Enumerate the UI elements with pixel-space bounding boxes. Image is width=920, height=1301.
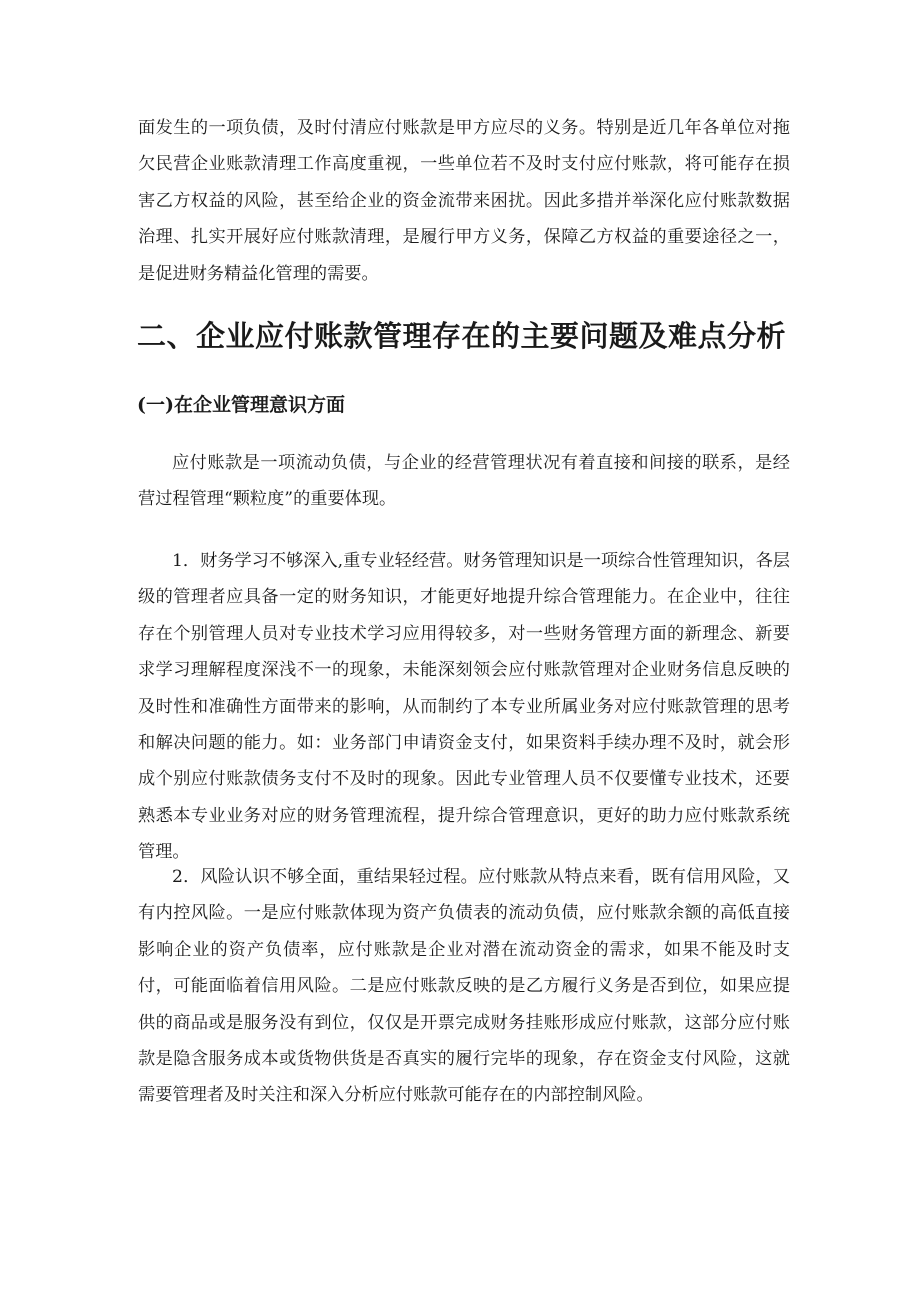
item-two-paragraph: 2．风险认识不够全面，重结果轻过程。应付账款从特点来看，既有信用风险，又有内控风险。一是应付账款体现为资产负债表的流动负债，应付账款余额的高低直接影响企业的资产负债率，应付账款是企业对潜在流动资金的需求，如果不能及时支付，可能面临着信用风险。二是应付账款反映的是乙方履行义务是否到位，如果应提供的商品或是服务没有到位，仅仅是开票完成财务挂账形成应付账款，这部分应付账款是隐含服务成本或货物供货是否真实的履行完毕的现象，存在资金支付风险，这就需要管理者及时关注和深入分析应付账款可能存在的内部控制风险。 bbox=[138, 867, 790, 1106]
subsection-one-heading: (一)在企业管理意识方面 bbox=[137, 394, 345, 416]
section-intro-paragraph: 应付账款是一项流动负债，与企业的经营管理状况有着直接和间接的联系，是经营过程管理“颗粒度”的重要体现。 bbox=[138, 453, 790, 510]
item-one-paragraph: 1．财务学习不够深入,重专业轻经营。财务管理知识是一项综合性管理知识，各层级的管理者应具备一定的财务知识，才能更好地提升综合管理能力。在企业中，往往存在个别管理人员对专业技术学习应用得较多，对一些财务管理方面的新理念、新要求学习理解程度深浅不一的现象，未能深刻领会应付账款管理对企业财务信息反映的及时性和准确性方面带来的影响，从而制约了本专业所属业务对应付账款管理的思考和解决问题的能力。如：业务部门申请资金支付，如果资料手续办理不及时，就会形成个别应付账款债务支付不及时的现象。因此专业管理人员不仅要懂专业技术，还要熟悉本专业业务对应的财务管理流程，提升综合管理意识，更好的助力应付账款系统管理。 bbox=[138, 551, 790, 863]
section-two-heading: 二、企业应付账款管理存在的主要问题及难点分析 bbox=[137, 319, 787, 353]
intro-paragraph: 面发生的一项负债，及时付清应付账款是甲方应尽的义务。特别是近几年各单位对拖欠民营企业账款清理工作高度重视，一些单位若不及时支付应付账款，将可能存在损害乙方权益的风险，甚至给企业的资金流带来困扰。因此多措并举深化应付账款数据治理、扎实开展好应付账款清理，是履行甲方义务，保障乙方权益的重要途径之一，是促进财务精益化管理的需要。 bbox=[138, 118, 790, 284]
